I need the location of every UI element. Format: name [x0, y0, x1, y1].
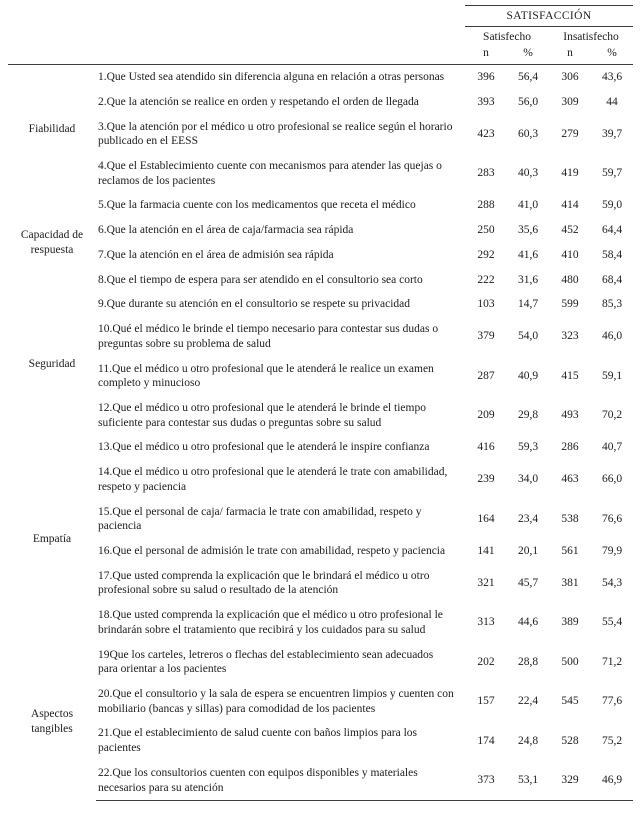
item-text: 3.Que la atención por el médico u otro profesional se realice según el horario publicado en el EESS: [98, 120, 453, 148]
satisfecho-n-value: 283: [477, 167, 495, 180]
satisfecho-n-value: 222: [477, 273, 495, 286]
satisfecho-pct-value: 56,4: [517, 71, 539, 84]
insatisfecho-pct-value: 68,4: [601, 273, 623, 286]
satisfecho-pct-value: 54,0: [517, 330, 539, 343]
satisfecho-n-value: 174: [477, 734, 495, 747]
insatisfecho-pct-value: 64,4: [601, 224, 623, 237]
satisfecho-n-value: 321: [477, 577, 495, 590]
table-row: [8, 65, 633, 90]
satisfecho-pct-value: 41,0: [517, 199, 539, 212]
satisfaction-table: [8, 5, 633, 801]
insatisfecho-n-value: 309: [561, 95, 579, 108]
satisfecho-n-value: 157: [477, 695, 495, 708]
insatisfecho-n-value: 410: [561, 248, 579, 261]
table-row: [8, 460, 633, 499]
insatisfecho-n-value: 414: [561, 199, 579, 212]
satisfecho-n-value: 209: [477, 409, 495, 422]
satisfecho-pct-value: 14,7: [517, 298, 539, 311]
col-header-insat-n: n: [549, 45, 591, 64]
table-row: [8, 603, 633, 642]
satisfecho-n-value: 393: [477, 95, 495, 108]
satisfecho-pct-value: 56,0: [517, 95, 539, 108]
satisfecho-n-value: 313: [477, 616, 495, 629]
insatisfecho-n-value: 286: [561, 441, 579, 454]
insatisfecho-pct-value: 40,7: [601, 441, 623, 454]
satisfecho-n-value: 416: [477, 441, 495, 454]
item-text: 5.Que la farmacia cuente con los medicamentos que receta el médico: [98, 199, 416, 212]
insatisfecho-pct-value: 46,0: [601, 330, 623, 343]
satisfecho-n-value: 379: [477, 330, 495, 343]
item-text: 16.Que el personal de admisión le trate con amabilidad, respeto y paciencia: [98, 544, 446, 557]
table-row: [8, 721, 633, 760]
table-row: [8, 761, 633, 801]
table-header: [8, 6, 633, 65]
table-row: [8, 357, 633, 396]
table-row: [8, 435, 633, 460]
header-row-groups: [8, 26, 633, 45]
insatisfecho-n-value: 329: [549, 761, 591, 801]
satisfecho-pct-value: 40,3: [517, 167, 539, 180]
table-row: [8, 268, 633, 293]
insatisfecho-n-value: 493: [561, 409, 579, 422]
item-text: 15.Que el personal de caja/ farmacia le trate con amabilidad, respeto y paciencia: [98, 505, 422, 533]
table-body: [8, 65, 633, 801]
satisfecho-pct-value: 28,8: [517, 655, 539, 668]
table-row: [8, 682, 633, 721]
item-text: 7.Que la atención en el área de admisión sea rápida: [98, 248, 334, 261]
dimension-label: Fiabilidad: [28, 122, 76, 135]
insatisfecho-pct-value: 76,6: [601, 512, 623, 525]
insatisfecho-pct-value: 54,3: [601, 577, 623, 590]
table-row: [8, 643, 633, 682]
table-row: [8, 193, 633, 218]
col-header-insat-pct: %: [591, 45, 633, 64]
satisfecho-pct-value: 34,0: [517, 473, 539, 486]
insatisfecho-n-value: 561: [561, 544, 579, 557]
insatisfecho-pct-value: 55,4: [601, 616, 623, 629]
dimension-label: Empatía: [32, 532, 72, 545]
header-row-cols: [8, 45, 633, 64]
satisfecho-n-value: 250: [477, 224, 495, 237]
dimension-label: Aspectos tangibles: [30, 707, 74, 735]
table-row: [8, 292, 633, 317]
insatisfecho-n-value: 279: [561, 127, 579, 140]
insatisfecho-n-value: 381: [561, 577, 579, 590]
satisfecho-pct-value: 60,3: [517, 127, 539, 140]
satisfecho-pct-value: 44,6: [517, 616, 539, 629]
insatisfecho-pct-value: 66,0: [601, 473, 623, 486]
table-row: [8, 539, 633, 564]
insatisfecho-n-value: 415: [561, 369, 579, 382]
satisfecho-n-value: 287: [477, 369, 495, 382]
insatisfecho-pct-value: 39,7: [601, 127, 623, 140]
satisfecho-n-value: 373: [465, 761, 507, 801]
insatisfecho-pct-value: 44: [606, 95, 618, 108]
insatisfecho-n-value: 545: [561, 695, 579, 708]
table-row: [8, 218, 633, 243]
satisfecho-pct-value: 20,1: [517, 544, 539, 557]
item-text: 20.Que el consultorio y la sala de espera se encuentren limpios y cuenten con mobiliario (bancas y sillas) para comodidad de los pacientes: [98, 688, 454, 715]
satisfecho-n-value: 164: [477, 512, 495, 525]
insatisfecho-pct-value: 59,7: [601, 167, 623, 180]
table-row: [8, 564, 633, 603]
table-row: [8, 90, 633, 115]
dimension-label: Seguridad: [28, 357, 76, 370]
satisfaccion-header: SATISFACCIÓN: [465, 6, 633, 27]
satisfecho-pct-value: 24,8: [517, 734, 539, 747]
insatisfecho-pct-value: 58,4: [601, 248, 623, 261]
insatisfecho-pct-value: 46,9: [591, 761, 633, 801]
item-text: 9.Que durante su atención en el consultorio se respete su privacidad: [98, 298, 410, 311]
insatisfecho-header: Insatisfecho: [563, 30, 619, 43]
satisfecho-n-value: 423: [477, 127, 495, 140]
table-row: [8, 396, 633, 435]
item-text: 19Que los carteles, letreros o flechas del establecimiento sean adecuados para orientar a los pacientes: [98, 648, 434, 676]
insatisfecho-pct-value: 85,3: [601, 298, 623, 311]
satisfecho-n-value: 103: [477, 298, 495, 311]
satisfecho-pct-value: 45,7: [517, 577, 539, 590]
item-text: 18.Que usted comprenda la explicación que el médico u otro profesional le brindarán sobre el tratamiento que recibirá y los cuidados para su salud: [98, 609, 443, 636]
satisfecho-pct-value: 23,4: [517, 512, 539, 525]
item-text: 11.Que el médico u otro profesional que le atenderá le realice un examen completo y minucioso: [98, 362, 434, 390]
header-blank: [8, 6, 465, 27]
item-text: 10.Qué el médico le brinde el tiempo necesario para contestar sus dudas o preguntas sobre su problema de salud: [98, 323, 439, 350]
satisfecho-n-value: 292: [477, 248, 495, 261]
insatisfecho-n-value: 389: [561, 616, 579, 629]
satisfecho-header: Satisfecho: [483, 30, 531, 43]
insatisfecho-n-value: 500: [561, 655, 579, 668]
satisfecho-pct-value: 22,4: [517, 695, 539, 708]
header-blank: [8, 26, 465, 45]
item-text: 8.Que el tiempo de espera para ser atendido en el consultorio sea corto: [98, 273, 423, 286]
item-text: 22.Que los consultorios cuenten con equipos disponibles y materiales necesarios para su atención: [96, 761, 465, 801]
insatisfecho-pct-value: 79,9: [601, 544, 623, 557]
insatisfecho-pct-value: 43,6: [601, 71, 623, 84]
insatisfecho-pct-value: 70,2: [601, 409, 623, 422]
insatisfecho-pct-value: 59,0: [601, 199, 623, 212]
header-blank: [8, 45, 96, 64]
item-text: 17.Que usted comprenda la explicación que le brindará el médico u otro profesional sobre su salud o resultado de la atención: [98, 569, 430, 597]
item-text: 2.Que la atención se realice en orden y respetando el orden de llegada: [98, 95, 419, 108]
insatisfecho-n-value: 538: [561, 512, 579, 525]
item-text: 6.Que la atención en el área de caja/farmacia sea rápida: [98, 224, 354, 237]
item-text: 13.Que el médico u otro profesional que le atenderá le inspire confianza: [98, 441, 430, 454]
header-row-spanner: [8, 6, 633, 27]
insatisfecho-n-value: 599: [561, 298, 579, 311]
table-row: [8, 317, 633, 356]
insatisfecho-n-value: 452: [561, 224, 579, 237]
insatisfecho-pct-value: 77,6: [601, 695, 623, 708]
satisfecho-pct-value: 29,8: [517, 409, 539, 422]
insatisfecho-pct-value: 75,2: [601, 734, 623, 747]
satisfecho-n-value: 288: [477, 199, 495, 212]
item-text: 12.Que el médico u otro profesional que le atenderá le brinde el tiempo suficiente para contestar sus dudas o preguntas sobre su salud: [98, 401, 426, 429]
col-header-sat-pct: %: [507, 45, 549, 64]
satisfecho-n-value: 396: [477, 71, 495, 84]
table-row: [8, 115, 633, 154]
satisfecho-pct-value: 35,6: [517, 224, 539, 237]
item-text: 4.Que el Establecimiento cuente con mecanismos para atender las quejas o reclamos de los pacientes: [98, 160, 442, 187]
insatisfecho-n-value: 463: [561, 473, 579, 486]
insatisfecho-pct-value: 71,2: [601, 655, 623, 668]
satisfecho-n-value: 239: [477, 473, 495, 486]
insatisfecho-n-value: 306: [561, 71, 579, 84]
table-row: [8, 154, 633, 193]
satisfecho-pct-value: 41,6: [517, 248, 539, 261]
item-text: 1.Que Usted sea atendido sin diferencia alguna en relación a otras personas: [98, 71, 445, 84]
satisfecho-pct-value: 59,3: [517, 441, 539, 454]
header-blank: [96, 45, 465, 64]
satisfecho-n-value: 141: [477, 544, 495, 557]
insatisfecho-n-value: 419: [561, 167, 579, 180]
insatisfecho-pct-value: 59,1: [601, 369, 623, 382]
satisfecho-pct-value: 53,1: [507, 761, 549, 801]
table-row: [8, 243, 633, 268]
insatisfecho-n-value: 528: [561, 734, 579, 747]
dimension-label: Capacidad de respuesta: [20, 229, 84, 256]
item-text: 21.Que el establecimiento de salud cuente con baños limpios para los pacientes: [98, 727, 418, 755]
insatisfecho-n-value: 323: [561, 330, 579, 343]
col-header-sat-n: n: [465, 45, 507, 64]
item-text: 14.Que el médico u otro profesional que le atenderá le trate con amabilidad, respeto y paciencia: [98, 466, 448, 493]
insatisfecho-n-value: 480: [561, 273, 579, 286]
satisfecho-pct-value: 31,6: [517, 273, 539, 286]
satisfecho-n-value: 202: [477, 655, 495, 668]
table-row: [8, 500, 633, 539]
satisfecho-pct-value: 40,9: [517, 369, 539, 382]
